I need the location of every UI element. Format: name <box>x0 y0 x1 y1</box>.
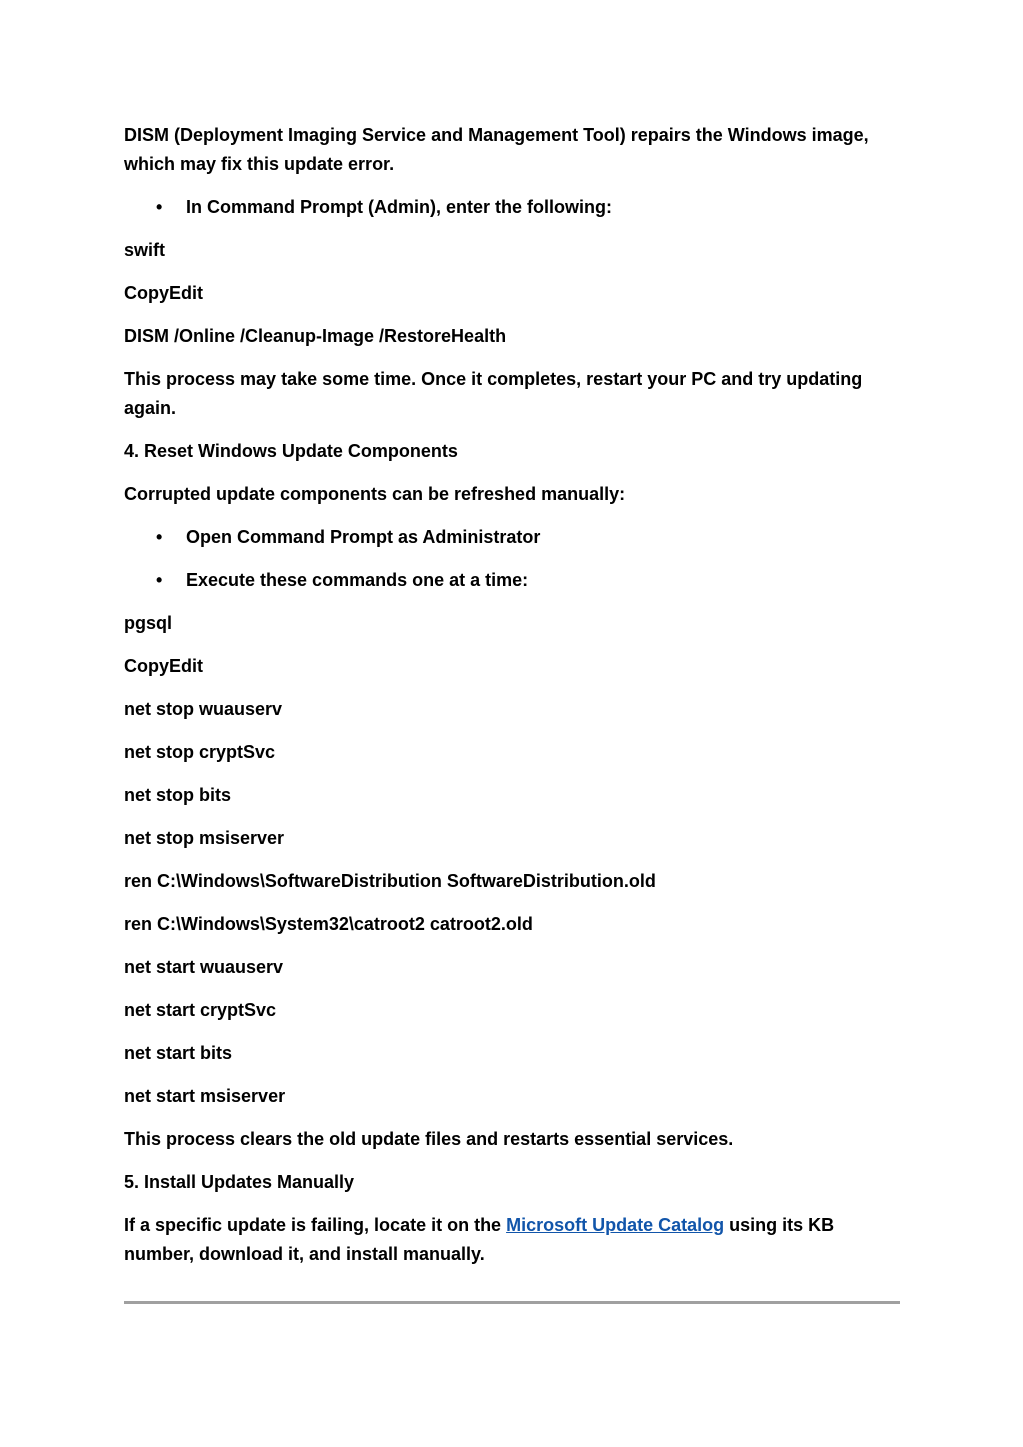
code-language-label: pgsql <box>124 613 172 633</box>
intro-paragraph: DISM (Deployment Imaging Service and Management Tool) repairs the Windows image, which may fix this update error. <box>124 125 869 174</box>
code-language-label: swift <box>124 240 166 260</box>
code-line: net stop msiserver <box>124 828 285 848</box>
bullet-item <box>124 523 900 552</box>
code-line: net start cryptSvc <box>124 1000 277 1020</box>
section-intro: Corrupted update components can be refreshed manually: <box>124 484 626 504</box>
copy-edit-label[interactable]: CopyEdit <box>124 656 203 676</box>
code-line: ren C:\Windows\SoftwareDistribution SoftwareDistribution.old <box>124 871 656 891</box>
horizontal-divider <box>124 1301 900 1304</box>
paragraph-text: If a specific update is failing, locate it on the <box>124 1215 507 1235</box>
bullet-icon: • <box>156 527 163 547</box>
section-heading: 4. Reset Windows Update Components <box>124 441 458 461</box>
update-catalog-link[interactable]: Microsoft Update Catalog <box>506 1215 725 1235</box>
paragraph-text: using its KB number, download it, and install manually. <box>124 1215 835 1264</box>
bullet-icon: • <box>156 570 163 590</box>
code-line: net stop cryptSvc <box>124 742 276 762</box>
bullet-text: Open Command Prompt as Administrator <box>186 527 541 547</box>
install-manually-paragraph <box>124 1211 900 1269</box>
after-reset-paragraph: This process clears the old update files and restarts essential services. <box>124 1129 734 1149</box>
code-line: net start bits <box>124 1043 233 1063</box>
code-line: net stop wuauserv <box>124 699 283 719</box>
code-line: net start msiserver <box>124 1086 286 1106</box>
bullet-item <box>124 193 900 222</box>
bullet-icon: • <box>156 197 163 217</box>
document-body <box>124 121 900 1283</box>
bullet-item <box>124 566 900 595</box>
copy-edit-label[interactable]: CopyEdit <box>124 283 203 303</box>
code-line: DISM /Online /Cleanup-Image /RestoreHealth <box>124 326 507 346</box>
after-dism-paragraph: This process may take some time. Once it completes, restart your PC and try updating again. <box>124 369 863 418</box>
bullet-text: Execute these commands one at a time: <box>186 570 529 590</box>
code-line: ren C:\Windows\System32\catroot2 catroot2.old <box>124 914 533 934</box>
code-line: net start wuauserv <box>124 957 284 977</box>
section-heading: 5. Install Updates Manually <box>124 1172 355 1192</box>
code-line: net stop bits <box>124 785 231 805</box>
bullet-text: In Command Prompt (Admin), enter the following: <box>186 197 612 217</box>
